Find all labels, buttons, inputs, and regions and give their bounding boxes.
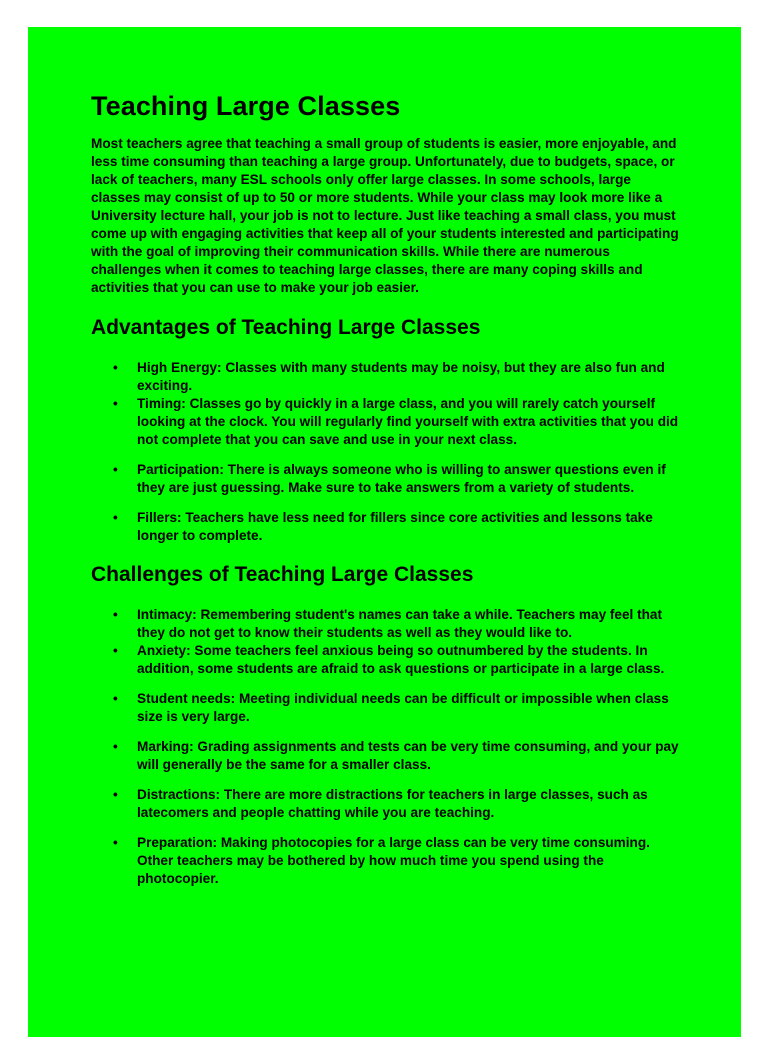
list-item: [91, 359, 681, 395]
challenges-heading: Challenges of Teaching Large Classes: [91, 563, 474, 586]
list-item: [91, 642, 681, 678]
bullet-icon: •: [113, 835, 118, 850]
list-item: [91, 395, 681, 449]
list-item-text: Participation: There is always someone who is willing to answer questions even if they are just guessing. Make sure to take answers from a variety of students.: [137, 462, 666, 495]
bullet-icon: •: [113, 739, 118, 754]
list-item-text: Intimacy: Remembering student's names can take a while. Teachers may feel that they do not get to know their students as well as they would like to.: [137, 607, 663, 640]
document-page: [28, 27, 741, 1037]
challenges-list: [91, 606, 681, 888]
list-item-text: Student needs: Meeting individual needs can be difficult or impossible when class size is very large.: [137, 691, 669, 724]
list-item: [91, 834, 681, 888]
bullet-icon: •: [113, 462, 118, 477]
bullet-icon: •: [113, 787, 118, 802]
list-item: [91, 738, 681, 774]
list-item: [91, 606, 681, 642]
bullet-icon: •: [113, 360, 118, 375]
list-item-text: Preparation: Making photocopies for a large class can be very time consuming. Other teachers may be bothered by how much time you spend using the photocopier.: [137, 835, 650, 886]
list-item-text: Timing: Classes go by quickly in a large class, and you will rarely catch yourself looking at the clock. You will regularly find yourself with extra activities that you did not complete that you can save and use in your next class.: [137, 396, 679, 447]
list-item: [91, 786, 681, 822]
list-item-text: Fillers: Teachers have less need for fillers since core activities and lessons take longer to complete.: [137, 510, 653, 543]
advantages-heading: Advantages of Teaching Large Classes: [91, 316, 481, 339]
list-item: [91, 509, 681, 545]
list-item-text: Distractions: There are more distractions for teachers in large classes, such as latecomers and people chatting while you are teaching.: [137, 787, 648, 820]
list-item: [91, 690, 681, 726]
advantages-list: [91, 359, 681, 545]
document-title: Teaching Large Classes: [91, 91, 401, 121]
bullet-icon: •: [113, 607, 118, 622]
bullet-icon: •: [113, 510, 118, 525]
intro-paragraph: Most teachers agree that teaching a small group of students is easier, more enjoyable, and less time consuming than teaching a large group. Unfortunately, due to budgets, space, or lack of teachers, many ESL schools only offer large classes. In some schools, large classes may consist of up to 50 or more students. While your class may look more like a University lecture hall, your job is not to lecture. Just like teaching a small class, you must come up with engaging activities that keep all of your students interested and participating with the goal of improving their communication skills. While there are numerous challenges when it comes to teaching large classes, there are many coping skills and activities that you can use to make your job easier.: [91, 136, 679, 295]
list-item-text: Marking: Grading assignments and tests can be very time consuming, and your pay will generally be the same for a smaller class.: [137, 739, 679, 772]
bullet-icon: •: [113, 396, 118, 411]
list-item-text: Anxiety: Some teachers feel anxious being so outnumbered by the students. In addition, some students are afraid to ask questions or participate in a large class.: [137, 643, 665, 676]
bullet-icon: •: [113, 643, 118, 658]
list-item-text: High Energy: Classes with many students may be noisy, but they are also fun and exciting.: [137, 360, 665, 393]
list-item: [91, 461, 681, 497]
bullet-icon: •: [113, 691, 118, 706]
